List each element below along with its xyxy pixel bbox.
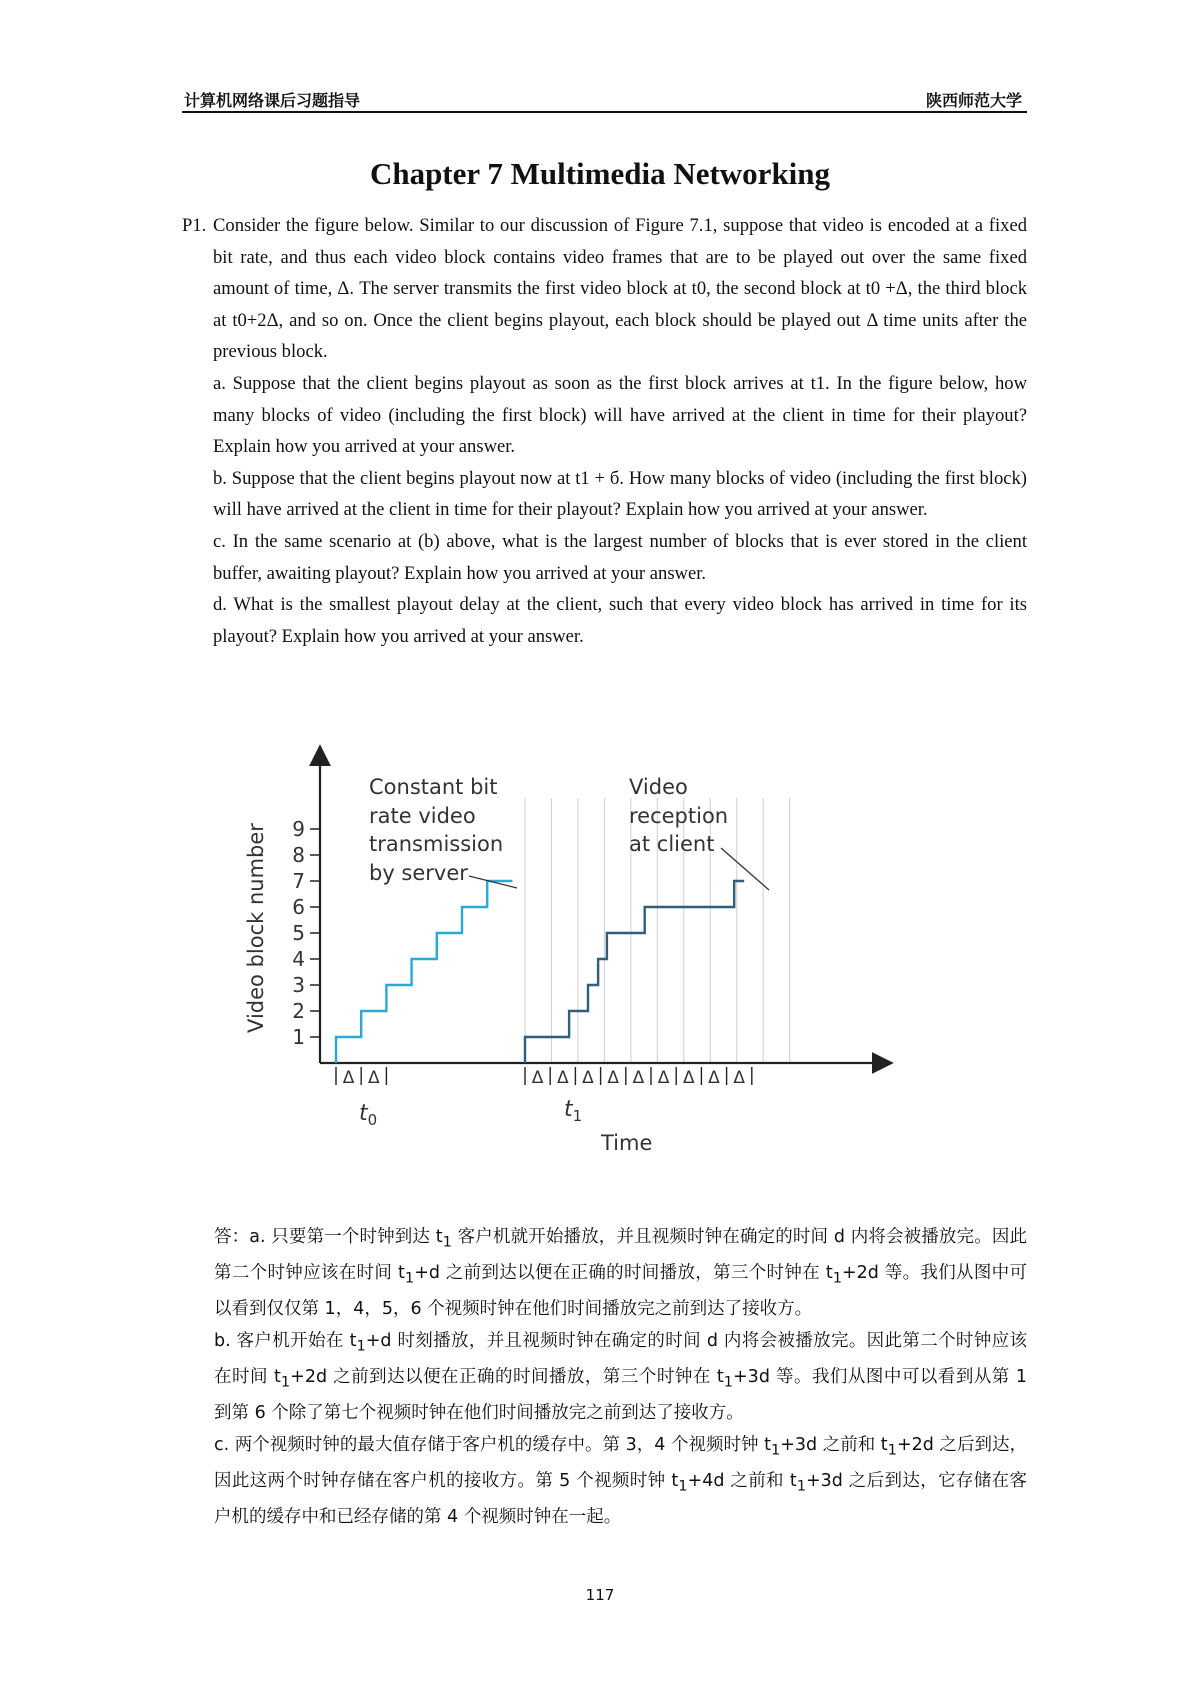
t0-label: $t_0$: [359, 1101, 378, 1129]
client-series-line: [525, 881, 744, 1063]
header-rule: [182, 111, 1027, 113]
y-tick-label: 2: [292, 999, 305, 1023]
y-tick-label: 1: [292, 1025, 305, 1049]
client-label: [629, 775, 735, 856]
problem-p1: [182, 210, 1027, 652]
y-ticks: [292, 817, 320, 1049]
server-label-line2: rate video: [369, 804, 476, 828]
y-tick-label: 8: [292, 843, 305, 867]
y-tick-label: 3: [292, 973, 305, 997]
y-tick-label: 4: [292, 947, 305, 971]
client-label-line3: at client: [629, 832, 715, 856]
y-tick-label: 9: [292, 817, 305, 841]
delta-label: Δ: [367, 1068, 380, 1088]
header-course-title: 计算机网络课后习题指导: [184, 91, 361, 110]
delta-label: Δ: [733, 1068, 746, 1088]
delta-label: Δ: [682, 1068, 695, 1088]
delta-label: Δ: [556, 1068, 569, 1088]
client-label-line1: Video: [629, 775, 688, 799]
problem-intro: Consider the figure below. Similar to our discussion of Figure 7.1, suppose that video is encoded at a fixed bit rate, and thus each video block contains video frames that are to be played out over the same fixed amount of time, Δ. The server transmits the first video block at t0, the second block at t0 +Δ, the third block at t0+2Δ, and so on. Once the client begins playout, each block should be played out Δ time units after the previous block.: [213, 215, 1027, 363]
server-label-line3: transmission: [369, 832, 504, 856]
x-axis-label: Time: [601, 1131, 653, 1155]
delta-label: Δ: [582, 1068, 594, 1088]
y-tick-label: 5: [292, 921, 305, 945]
delta-label: Δ: [531, 1068, 544, 1088]
y-tick-label: 6: [292, 895, 305, 919]
delta-label: Δ: [708, 1068, 720, 1088]
problem-part-d: d. What is the smallest playout delay at the client, such that every video block has arrived in time for its playout? Explain how you arrived at your answer.: [213, 594, 1027, 647]
delta-label: Δ: [607, 1068, 620, 1088]
chapter-title: Chapter 7 Multimedia Networking: [369, 156, 831, 191]
server-label: [369, 775, 510, 885]
header-university: 陕西师范大学: [925, 91, 1022, 110]
delta-markers: [336, 1067, 752, 1088]
answer-c: c. 两个视频时钟的最大值存储于客户机的缓存中。第 3，4 个视频时钟 $t_1+3d$ 之前和 $t_1+2d$ 之后到达，因此这两个时钟存储在客户机的接收方。第 5 个视频时钟 $t_1+4d$ 之前和 $t_1+3d$ 之后到达，它存储在客户机的缓存中和已经存储的第 4 个视频时钟在一起。: [214, 1434, 1027, 1527]
y-axis-label: Video block number: [244, 823, 268, 1033]
answer-b: b. 客户机开始在 $t_1+d$ 时刻播放，并且视频时钟在确定的时间 d 内将会被播放完。因此第二个时钟应该在时间 $t_1+2d$ 之前到达以便在正确的时间播放，第三个时钟在 $t_1+3d$ 等。我们从图中可以看到从第 1 到第 6 个除了第七个视频时钟在他们时间播放完之前到达了接收方。: [214, 1330, 1027, 1423]
delta-label: Δ: [632, 1068, 645, 1088]
series-lines: [336, 881, 744, 1063]
t1-label: $t_1$: [564, 1097, 583, 1125]
problem-part-a: a. Suppose that the client begins playout as soon as the first block arrives at t1. In the figure below, how many blocks of video (including the first block) will have arrived at the client in time for their playout? Explain how you arrived at your answer.: [213, 372, 1027, 458]
client-label-leader: [721, 848, 769, 890]
server-series-line: [336, 881, 512, 1063]
page-number: 117: [585, 1586, 615, 1604]
delta-label: Δ: [342, 1068, 355, 1088]
delta-label: Δ: [657, 1068, 670, 1088]
answer-a: 答：a. 只要第一个时钟到达 $t_1$ 客户机就开始播放，并且视频时钟在确定的时间 d 内将会被播放完。因此第二个时钟应该在时间 $t_1+d$ 之前到达以便在正确的时间播放，第三个时钟在 $t_1+2d$ 等。我们从图中可以看到仅仅第 1，4，5，6 个视频时钟在他们时间播放完之前到达了接收方。: [214, 1227, 1027, 1320]
figure-video-blocks: [235, 738, 895, 1178]
y-tick-label: 7: [292, 869, 305, 893]
answer-section: [214, 1222, 1027, 1533]
server-label-line4: by server: [369, 861, 468, 885]
figure-svg: [235, 738, 895, 1178]
server-label-line1: Constant bit: [369, 775, 498, 799]
problem-part-c: c. In the same scenario at (b) above, what is the largest number of blocks that is ever stored in the client buffer, awaiting playout? Explain how you arrived at your answer.: [213, 530, 1027, 584]
problem-number: P1.: [182, 215, 207, 236]
client-label-line2: reception: [629, 804, 729, 828]
problem-part-b: b. Suppose that the client begins playout now at t1 + б. How many blocks of video (including the first block) will have arrived at the client in time for their playout? Explain how you arrived at your answer.: [213, 467, 1027, 521]
